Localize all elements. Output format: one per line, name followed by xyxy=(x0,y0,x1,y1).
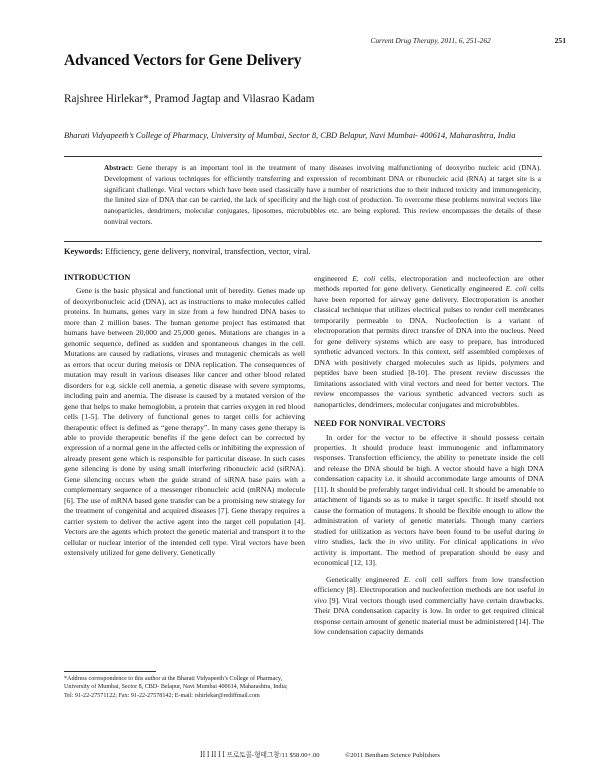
journal-citation: Current Drug Therapy, 2011, 6, 251-262 xyxy=(370,36,491,45)
section-heading-nonviral: NEED FOR NONVIRAL VECTORS xyxy=(314,419,446,429)
abstract-text: Gene therapy is an important tool in the treatment of many diseases involving malfunctioning of deoxyribo nucleic acid (DNA). Development of various techniques for efficiently transferring and expression of recombinant DNA or ribonucleic acid (RNA) at target site is a significant challenge. Viral vectors which have been used classically have a number of restrictions due to their induced toxicity and immunogenicity, the limited size of DNA that can be carried, the lack of specificity and the high cost of production. To overcome these problems nonviral vectors like nanoparticles, dendrimers, molecular conjugates, liposomes, microbubbles etc. are being explored. This review encompasses the details of these nonviral vectors. xyxy=(104,164,542,226)
abstract-label: Abstract: xyxy=(104,164,134,172)
abstract-top-rule xyxy=(64,156,542,157)
right-column xyxy=(314,274,544,637)
nonviral-paragraph-1: In order for the vector to be effective it should possess certain properties. It should produce least immunogenic and inflammatory responses. Transfection efficiency, the ability to penetrate inside the cell and release the DNA should be high. A vector should have a high DNA condensation capacity i.e. it should accommodate large amounts of DNA [11]. It should be preferably target individual cell. It should be amenable to attachment of ligands so as to make it target specific. It itself should not cause the formation of mutagens. It should be flexible enough to allow the administration of variety of genetic materials. Though many carriers studied for utilization as vectors have been found to be useful during in vitro studies, lack the in vivo utility. For clinical applications in vivo activity is important. The method of preparation should be easy and economical [12, 13]. xyxy=(314,432,544,568)
publisher-copyright: ©2011 Bentham Science Publishers xyxy=(345,752,440,759)
nonviral-paragraph-2: Genetically engineered E. coli cell suffers from low transfection efficiency [8]. Electroporation and nucleofection methods are not useful in vivo [9]. Viral vectors though used commercially have certain drawbacks. Their DNA condensation capacity is low. In order to get required clinical response certain amount of genetic material must be administered [14]. The low condensation capacity demands xyxy=(314,574,544,636)
keywords-text: Efficiency, gene delivery, nonviral, transfection, vector, viral. xyxy=(105,247,311,256)
article-title: Advanced Vectors for Gene Delivery xyxy=(64,52,302,69)
keywords-label: Keywords: xyxy=(64,247,104,256)
abstract-bottom-rule xyxy=(64,241,542,242)
keywords xyxy=(64,247,311,256)
running-header xyxy=(370,36,566,45)
affiliation: Bharati Vidyapeeth’s College of Pharmacy, University of Mumbai, Sector 8, CBD Belapur, Navi Mumbai- 400614, Maharashtra, India xyxy=(64,131,516,140)
correspondence-footnote: *Address correspondence to this author at the Bharati Vidyapeeth’s College of Pharmacy, University of Mumbai, Sector 8, CBD- Belapur, Navi Mumbai 400614, Maharashtra, India; Tel: 91-22-27571122; Fax: 91-22-27578142; E-mail: rshirlekar@rediffmail.com xyxy=(64,676,288,699)
footnote-rule xyxy=(64,671,156,672)
intro-paragraph: Gene is the basic physical and functional unit of heredity. Genes made up of deoxyribonucleic acid (DNA), act as instructions to make molecules called proteins. In humans, genes vary in size from a few hundred DNA bases to more than 2 million bases. The human genome project has estimated that humans have between 20,000 and 25,000 genes. Mutations are changes in a genomic sequence, defined as sudden and spontaneous changes in the cell. Mutations are caused by radiations, viruses and mutagenic chemicals as well as errors that occur during meiosis or DNA replication. The consequences of mutation may result in various diseases like cancer and other blood related disorders for e.g. sickle cell anemia, a genetic disease with severe symptoms, including pain and anemia. The disease is caused by a mutated version of the gene that helps to make hemoglobin, a protein that carries oxygen in red blood cells [1-5]. The delivery of functional genes to target cells for achieving therapeutic effect is defined as “gene therapy”. In many cases gene therapy is able to provide therapeutic benefits if the gene defect can be corrected by expression of a normal gene in the affected cells or inhibiting the expression of already present gene which is responsible for particular disease. In such cases gene silencing is done by using small interfering ribonucleic acid (siRNA). Gene silencing occurs when the guide strand of siRNA base pairs with a complementary sequence of a messenger ribonucleic acid (mRNA) molecule [6]. The use of mRNA based gene transfer can be a promising new strategy for the treatment of congenital and acquired diseases [7]. Gene therapy requires a carrier system to deliver the active agent into the target cell population [4]. Vectors are the agents which protect the genetic material and transport it to the cellular or nuclear interior of the intended cell type. Viral vectors have been extensively utilized for gene delivery. Genetically xyxy=(64,286,305,558)
author-list: Rajshree Hirlekar*, Pramod Jagtap and Vilasrao Kadam xyxy=(64,93,315,105)
page-number: 251 xyxy=(554,36,566,45)
section-heading-introduction: INTRODUCTION xyxy=(64,273,131,282)
page-footer xyxy=(200,749,440,759)
abstract xyxy=(104,163,541,228)
issn-code: ꟾꟾ ꟾ ꟾꟾ ꟾ ꟾ 프로토콜-형태그창/11 $58.00+.00 xyxy=(200,752,320,759)
left-column xyxy=(64,272,305,559)
intro-continuation: engineered E. coli cells, electroporation and nucleofection are other methods reported for gene delivery. Genetically engineered E. coli cells have been reported for airway gene delivery. Electroporation is another classical technique that utilizes electrical pulses to render cell membranes temporarily permeable to DNA. Nucleofection is a variant of electroporation that permits direct transfer of DNA into the nucleus. Need for gene delivery systems which are easy to prepare, has introduced synthetic advanced vectors. In this context, self assembled complexes of DNA with positively charged molecules such as lipids, polymers and peptides have been studied [8-10]. The present review discusses the limitations associated with viral vectors and need for better vectors. The review encompasses the various synthetic advanced vectors such as nanoparticles, dendrimers, molecular conjugates and microbubbles. xyxy=(314,274,544,409)
